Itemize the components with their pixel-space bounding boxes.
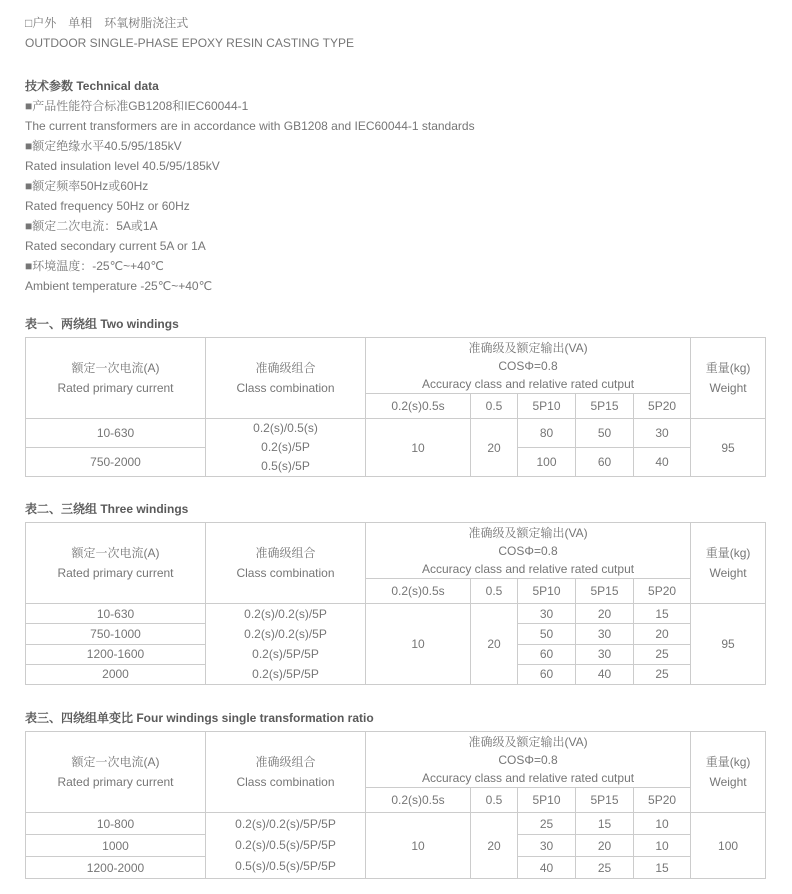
t3-th-accuracy-line1: 准确级及额定输出(VA): [468, 734, 588, 749]
t2-th-accuracy-line2: COSΦ=0.8: [498, 543, 558, 558]
t2-row2-current: 750-1000: [26, 624, 206, 644]
t1-th-accuracy-line2: COSΦ=0.8: [498, 358, 558, 373]
t2-subcol-5p20: 5P20: [634, 579, 691, 604]
table2-title: 表二、三绕组 Three windings: [25, 502, 189, 516]
t2-row1-current: 10-630: [26, 604, 206, 624]
t3-row1-5p15: 15: [576, 813, 634, 835]
t1-subcol-05: 0.5: [471, 394, 518, 419]
t3-th-primary-current-en: Rated primary current: [57, 775, 174, 789]
t1-acc-02s-value: 10: [366, 419, 471, 477]
t2-subcol-02s05s: 0.2(s)0.5s: [366, 579, 471, 604]
t1-th-weight-en: Weight: [709, 381, 747, 395]
t3-th-accuracy-line2: COSΦ=0.8: [498, 752, 558, 767]
t2-row2-5p10: 50: [518, 624, 576, 644]
intro-line-en: OUTDOOR SINGLE-PHASE EPOXY RESIN CASTING TYPE: [25, 36, 354, 50]
t1-class-line1: 0.2(s)/0.5(s): [253, 421, 318, 435]
t3-subcol-5p10: 5P10: [518, 788, 576, 813]
t3-acc-02s-value: 10: [366, 813, 471, 879]
t3-th-primary-current: [26, 732, 206, 813]
t1-class-combination-cell: [206, 419, 366, 477]
t2-th-class-combination-cn: 准确级组合: [255, 546, 316, 560]
t1-weight-value: 95: [691, 419, 766, 477]
t1-th-class-combination-en: Class combination: [236, 381, 335, 395]
spec-ambient-temp-en: Ambient temperature -25℃~+40℃: [25, 279, 213, 293]
spec-insulation-en: Rated insulation level 40.5/95/185kV: [25, 159, 220, 173]
t2-row3-5p10: 60: [518, 644, 576, 664]
t3-row1-current: 10-800: [26, 813, 206, 835]
table-row: [26, 419, 766, 448]
t3-th-class-combination-cn: 准确级组合: [255, 755, 316, 769]
t2-th-weight: [691, 523, 766, 604]
t2-row3-5p15: 30: [576, 644, 634, 664]
t1-row1-5p10: 80: [518, 419, 576, 448]
spec-frequency-cn: ■额定频率50Hz或60Hz: [25, 179, 149, 193]
t2-class-line1: 0.2(s)/0.2(s)/5P: [244, 607, 327, 621]
t2-subcol-5p15: 5P15: [576, 579, 634, 604]
spec-frequency-en: Rated frequency 50Hz or 60Hz: [25, 199, 190, 213]
t3-row1-5p20: 10: [634, 813, 691, 835]
t1-row2-current: 750-2000: [26, 448, 206, 477]
t3-th-weight-cn: 重量(kg): [705, 755, 751, 769]
t1-subcol-5p10: 5P10: [518, 394, 576, 419]
t2-row4-5p15: 40: [576, 664, 634, 684]
t1-subcol-5p20: 5P20: [634, 394, 691, 419]
t1-row1-5p20: 30: [634, 419, 691, 448]
t2-subcol-05: 0.5: [471, 579, 518, 604]
t2-row2-5p20: 20: [634, 624, 691, 644]
table1-two-windings: [25, 337, 766, 477]
spec-standards-en: The current transformers are in accordance with GB1208 and IEC60044-1 standards: [25, 119, 475, 133]
t3-class-combination-cell: [206, 813, 366, 879]
t1-th-accuracy-group: [366, 338, 691, 394]
t3-th-primary-current-cn: 额定一次电流(A): [71, 755, 160, 769]
t2-row2-5p15: 30: [576, 624, 634, 644]
t3-th-accuracy-line3: Accuracy class and relative rated cutput: [421, 770, 635, 785]
t2-row1-5p10: 30: [518, 604, 576, 624]
t2-th-primary-current-cn: 额定一次电流(A): [71, 546, 160, 560]
t2-subcol-5p10: 5P10: [518, 579, 576, 604]
spec-standards-cn: ■产品性能符合标准GB1208和IEC60044-1: [25, 99, 249, 113]
t2-row4-5p20: 25: [634, 664, 691, 684]
t1-row1-current: 10-630: [26, 419, 206, 448]
table-row: [26, 604, 766, 624]
t3-row3-current: 1200-2000: [26, 857, 206, 879]
intro-line-cn: □户外 单相 环氧树脂浇注式: [25, 16, 189, 30]
t3-subcol-02s05s: 0.2(s)0.5s: [366, 788, 471, 813]
t1-th-accuracy-line1: 准确级及额定输出(VA): [468, 340, 588, 355]
t3-row3-5p20: 15: [634, 857, 691, 879]
t2-weight-value: 95: [691, 604, 766, 685]
t2-th-class-combination-en: Class combination: [236, 566, 335, 580]
t2-class-combination-cell: [206, 604, 366, 685]
t2-row4-current: 2000: [26, 664, 206, 684]
t1-subcol-5p15: 5P15: [576, 394, 634, 419]
spec-secondary-current-cn: ■额定二次电流：5A或1A: [25, 219, 158, 233]
t3-subcol-05: 0.5: [471, 788, 518, 813]
t2-th-weight-cn: 重量(kg): [705, 546, 751, 560]
t3-row2-5p15: 20: [576, 835, 634, 857]
t1-row2-5p15: 60: [576, 448, 634, 477]
t1-th-class-combination-cn: 准确级组合: [255, 361, 316, 375]
t2-row1-5p20: 15: [634, 604, 691, 624]
t1-subcol-02s05s: 0.2(s)0.5s: [366, 394, 471, 419]
t3-class-line3: 0.5(s)/0.5(s)/5P/5P: [235, 859, 336, 873]
spec-ambient-temp-cn: ■环境温度：-25℃~+40℃: [25, 259, 164, 273]
t2-class-line3: 0.2(s)/5P/5P: [252, 647, 319, 661]
t3-th-class-combination-en: Class combination: [236, 775, 335, 789]
t1-class-line3: 0.5(s)/5P: [261, 459, 310, 473]
table-row: [26, 813, 766, 835]
t3-th-class-combination: [206, 732, 366, 813]
t2-acc-05-value: 20: [471, 604, 518, 685]
t2-th-accuracy-line3: Accuracy class and relative rated cutput: [421, 561, 635, 576]
t3-th-accuracy-group: [366, 732, 691, 788]
t1-th-primary-current-en: Rated primary current: [57, 381, 174, 395]
t3-th-weight: [691, 732, 766, 813]
t3-subcol-5p15: 5P15: [576, 788, 634, 813]
spec-list: [25, 96, 765, 296]
t2-th-accuracy-line1: 准确级及额定输出(VA): [468, 525, 588, 540]
t3-row2-5p10: 30: [518, 835, 576, 857]
t1-th-primary-current-cn: 额定一次电流(A): [71, 361, 160, 375]
t3-weight-value: 100: [691, 813, 766, 879]
t1-th-weight-cn: 重量(kg): [705, 361, 751, 375]
t3-class-line1: 0.2(s)/0.2(s)/5P/5P: [235, 817, 336, 831]
t3-row3-5p15: 25: [576, 857, 634, 879]
t2-row3-5p20: 25: [634, 644, 691, 664]
t3-subcol-5p20: 5P20: [634, 788, 691, 813]
spec-secondary-current-en: Rated secondary current 5A or 1A: [25, 239, 206, 253]
t2-th-primary-current: [26, 523, 206, 604]
t1-th-weight: [691, 338, 766, 419]
t2-th-class-combination: [206, 523, 366, 604]
t3-row3-5p10: 40: [518, 857, 576, 879]
t3-acc-05-value: 20: [471, 813, 518, 879]
table1-title: 表一、两绕组 Two windings: [25, 317, 179, 331]
t1-th-primary-current: [26, 338, 206, 419]
t1-row2-5p20: 40: [634, 448, 691, 477]
t1-row2-5p10: 100: [518, 448, 576, 477]
t1-acc-05-value: 20: [471, 419, 518, 477]
t3-row2-5p20: 10: [634, 835, 691, 857]
table2-three-windings: [25, 522, 766, 685]
t2-class-line4: 0.2(s)/5P/5P: [252, 667, 319, 681]
table3-title: 表三、四绕组单变比 Four windings single transformation ratio: [25, 711, 374, 725]
t2-row4-5p10: 60: [518, 664, 576, 684]
t3-row2-current: 1000: [26, 835, 206, 857]
t3-th-weight-en: Weight: [709, 775, 747, 789]
t3-row1-5p10: 25: [518, 813, 576, 835]
t2-th-weight-en: Weight: [709, 566, 747, 580]
t1-row1-5p15: 50: [576, 419, 634, 448]
t2-th-primary-current-en: Rated primary current: [57, 566, 174, 580]
t2-th-accuracy-group: [366, 523, 691, 579]
t1-th-class-combination: [206, 338, 366, 419]
t2-acc-02s-value: 10: [366, 604, 471, 685]
t1-class-line2: 0.2(s)/5P: [261, 440, 310, 454]
t2-class-line2: 0.2(s)/0.2(s)/5P: [244, 627, 327, 641]
t2-row3-current: 1200-1600: [26, 644, 206, 664]
spec-insulation-cn: ■额定绝缘水平40.5/95/185kV: [25, 139, 182, 153]
t3-class-line2: 0.2(s)/0.5(s)/5P/5P: [235, 838, 336, 852]
t2-row1-5p15: 20: [576, 604, 634, 624]
technical-data-heading: 技术参数 Technical data: [25, 79, 159, 93]
t1-th-accuracy-line3: Accuracy class and relative rated cutput: [421, 376, 635, 391]
table3-four-windings: [25, 731, 766, 879]
